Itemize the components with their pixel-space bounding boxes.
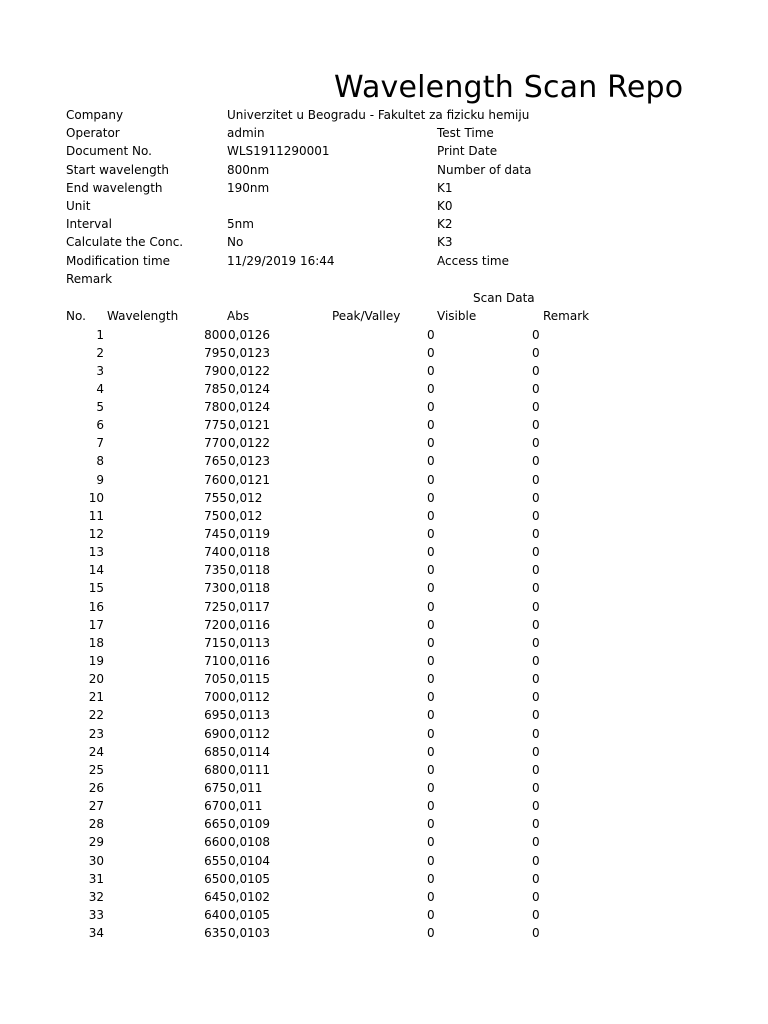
cell-abs: 0,0113 [228, 708, 270, 723]
cell-no: 10 [88, 490, 104, 505]
table-row [0, 852, 768, 870]
cell-visible: 0 [427, 563, 435, 578]
cell-no: 18 [88, 635, 104, 650]
cell-remark: 0 [532, 708, 540, 723]
table-row [0, 561, 768, 579]
cell-visible: 0 [427, 545, 435, 560]
cell-abs: 0,012 [228, 490, 263, 505]
meta-label: Unit [66, 198, 91, 213]
cell-abs: 0,0126 [228, 327, 270, 342]
scan-data-table [0, 326, 768, 943]
cell-abs: 0,0116 [228, 617, 270, 632]
cell-abs: 0,0118 [228, 581, 270, 596]
cell-no: 17 [88, 617, 104, 632]
cell-wavelength: 640 [204, 908, 227, 922]
cell-remark: 0 [532, 563, 540, 578]
cell-no: 19 [88, 654, 104, 669]
cell-abs: 0,0105 [228, 908, 270, 922]
table-row [0, 906, 768, 924]
cell-wavelength: 720 [204, 617, 227, 632]
cell-wavelength: 665 [204, 817, 227, 832]
meta-value: No [227, 235, 244, 250]
table-row [0, 344, 768, 362]
cell-abs: 0,0124 [228, 400, 270, 415]
cell-abs: 0,0112 [228, 726, 270, 741]
cell-visible: 0 [427, 799, 435, 814]
cell-no: 32 [88, 889, 104, 904]
cell-wavelength: 750 [204, 508, 227, 523]
table-row [0, 416, 768, 434]
cell-visible: 0 [427, 871, 435, 886]
meta-value: 190nm [227, 180, 270, 195]
cell-wavelength: 670 [204, 799, 227, 814]
meta-label: End wavelength [66, 180, 163, 195]
table-row [0, 507, 768, 525]
meta-label-secondary: K1 [437, 180, 453, 195]
cell-no: 28 [88, 817, 104, 832]
cell-no: 5 [96, 400, 104, 415]
table-row [0, 326, 768, 344]
table-row [0, 616, 768, 634]
cell-wavelength: 770 [204, 436, 227, 451]
cell-abs: 0,0114 [228, 744, 270, 759]
cell-no: 20 [88, 672, 104, 687]
cell-visible: 0 [427, 617, 435, 632]
meta-label: Remark [66, 271, 113, 286]
cell-no: 23 [88, 726, 104, 741]
meta-row [0, 142, 768, 160]
cell-no: 22 [88, 708, 104, 723]
meta-label: Calculate the Conc. [66, 235, 184, 250]
cell-visible: 0 [427, 690, 435, 705]
table-row [0, 815, 768, 833]
cell-no: 29 [88, 835, 104, 850]
table-row [0, 398, 768, 416]
cell-no: 9 [96, 472, 104, 487]
cell-remark: 0 [532, 781, 540, 796]
header-abs: Abs [227, 309, 250, 323]
cell-visible: 0 [427, 527, 435, 542]
cell-abs: 0,0102 [228, 889, 270, 904]
cell-no: 33 [88, 908, 104, 922]
cell-remark: 0 [532, 490, 540, 505]
cell-visible: 0 [427, 744, 435, 759]
meta-value: 800nm [227, 162, 270, 177]
cell-wavelength: 790 [204, 363, 227, 378]
cell-wavelength: 685 [204, 744, 227, 759]
cell-wavelength: 660 [204, 835, 227, 850]
table-row [0, 543, 768, 561]
cell-no: 13 [88, 545, 104, 560]
cell-visible: 0 [427, 345, 435, 360]
meta-row [0, 161, 768, 179]
table-row [0, 924, 768, 942]
cell-abs: 0,0122 [228, 363, 270, 378]
cell-no: 21 [88, 690, 104, 705]
cell-wavelength: 705 [204, 672, 227, 687]
cell-remark: 0 [532, 835, 540, 850]
meta-row [0, 270, 768, 288]
cell-abs: 0,011 [228, 799, 263, 814]
meta-label-secondary: K2 [437, 217, 453, 232]
cell-abs: 0,0115 [228, 672, 270, 687]
header-visible: Visible [437, 309, 477, 323]
cell-abs: 0,0111 [228, 762, 270, 777]
cell-visible: 0 [427, 472, 435, 487]
cell-abs: 0,012 [228, 508, 263, 523]
cell-visible: 0 [427, 726, 435, 741]
cell-remark: 0 [532, 454, 540, 469]
cell-abs: 0,0108 [228, 835, 270, 850]
cell-wavelength: 765 [204, 454, 227, 469]
cell-visible: 0 [427, 581, 435, 596]
table-row [0, 725, 768, 743]
cell-wavelength: 645 [204, 889, 227, 904]
cell-remark: 0 [532, 762, 540, 777]
cell-remark: 0 [532, 436, 540, 451]
cell-remark: 0 [532, 327, 540, 342]
cell-no: 2 [96, 345, 104, 360]
cell-abs: 0,011 [228, 781, 263, 796]
cell-wavelength: 650 [204, 871, 227, 886]
cell-abs: 0,0123 [228, 454, 270, 469]
cell-remark: 0 [532, 545, 540, 560]
cell-wavelength: 725 [204, 599, 227, 614]
meta-value: 11/29/2019 16:44 [227, 253, 335, 268]
cell-visible: 0 [427, 708, 435, 723]
table-row [0, 743, 768, 761]
cell-abs: 0,0116 [228, 654, 270, 669]
cell-wavelength: 740 [204, 545, 227, 560]
cell-remark: 0 [532, 926, 540, 941]
cell-no: 15 [88, 581, 104, 596]
cell-remark: 0 [532, 381, 540, 396]
meta-label-secondary: K3 [437, 235, 453, 250]
meta-label: Operator [66, 126, 120, 141]
meta-label-secondary: K0 [437, 198, 453, 213]
cell-remark: 0 [532, 853, 540, 868]
meta-row [0, 197, 768, 215]
cell-abs: 0,0112 [228, 690, 270, 705]
cell-abs: 0,0121 [228, 472, 270, 487]
table-row [0, 579, 768, 597]
cell-remark: 0 [532, 744, 540, 759]
table-row [0, 888, 768, 906]
cell-wavelength: 695 [204, 708, 227, 723]
cell-wavelength: 655 [204, 853, 227, 868]
cell-visible: 0 [427, 817, 435, 832]
cell-remark: 0 [532, 672, 540, 687]
header-remark: Remark [543, 309, 590, 323]
meta-label: Company [66, 108, 124, 122]
cell-abs: 0,0121 [228, 418, 270, 433]
cell-visible: 0 [427, 418, 435, 433]
cell-abs: 0,0103 [228, 926, 270, 941]
meta-row [0, 124, 768, 142]
cell-remark: 0 [532, 363, 540, 378]
cell-visible: 0 [427, 400, 435, 415]
cell-remark: 0 [532, 472, 540, 487]
table-header [0, 307, 768, 325]
header-wavelength: Wavelength [107, 309, 179, 323]
cell-no: 3 [96, 363, 104, 378]
cell-remark: 0 [532, 345, 540, 360]
cell-remark: 0 [532, 418, 540, 433]
cell-visible: 0 [427, 635, 435, 650]
table-row [0, 362, 768, 380]
cell-no: 4 [96, 381, 104, 396]
cell-abs: 0,0118 [228, 563, 270, 578]
table-row [0, 598, 768, 616]
cell-visible: 0 [427, 853, 435, 868]
meta-label-secondary: Number of data [437, 162, 532, 177]
table-row [0, 471, 768, 489]
cell-abs: 0,0105 [228, 871, 270, 886]
meta-row [0, 106, 768, 124]
cell-wavelength: 775 [204, 418, 227, 433]
cell-abs: 0,0118 [228, 545, 270, 560]
cell-no: 16 [88, 599, 104, 614]
cell-abs: 0,0124 [228, 381, 270, 396]
cell-remark: 0 [532, 799, 540, 814]
table-row [0, 634, 768, 652]
cell-wavelength: 800 [204, 327, 227, 342]
cell-remark: 0 [532, 654, 540, 669]
cell-remark: 0 [532, 889, 540, 904]
header-peak-valley: Peak/Valley [332, 309, 401, 323]
cell-visible: 0 [427, 363, 435, 378]
cell-no: 24 [88, 744, 104, 759]
cell-no: 27 [88, 799, 104, 814]
cell-remark: 0 [532, 690, 540, 705]
meta-label-secondary: Test Time [437, 126, 494, 141]
cell-remark: 0 [532, 871, 540, 886]
meta-label-secondary: Access time [437, 253, 510, 268]
cell-abs: 0,0123 [228, 345, 270, 360]
table-row [0, 706, 768, 724]
cell-no: 8 [96, 454, 104, 469]
table-row [0, 434, 768, 452]
cell-wavelength: 755 [204, 490, 227, 505]
meta-value: Univerzitet u Beogradu - Fakultet za fizicku hemiju [227, 108, 530, 122]
cell-wavelength: 785 [204, 381, 227, 396]
cell-visible: 0 [427, 454, 435, 469]
cell-remark: 0 [532, 581, 540, 596]
cell-abs: 0,0104 [228, 853, 270, 868]
cell-visible: 0 [427, 381, 435, 396]
meta-label: Start wavelength [66, 162, 170, 177]
cell-remark: 0 [532, 599, 540, 614]
cell-remark: 0 [532, 908, 540, 922]
cell-visible: 0 [427, 599, 435, 614]
cell-remark: 0 [532, 726, 540, 741]
table-row [0, 688, 768, 706]
cell-remark: 0 [532, 617, 540, 632]
cell-visible: 0 [427, 654, 435, 669]
cell-visible: 0 [427, 436, 435, 451]
meta-row [0, 233, 768, 251]
cell-remark: 0 [532, 527, 540, 542]
cell-no: 30 [88, 853, 104, 868]
cell-wavelength: 690 [204, 726, 227, 741]
cell-no: 6 [96, 418, 104, 433]
meta-row [0, 252, 768, 270]
cell-visible: 0 [427, 508, 435, 523]
cell-no: 12 [88, 527, 104, 542]
cell-remark: 0 [532, 400, 540, 415]
table-row [0, 380, 768, 398]
cell-no: 7 [96, 436, 104, 451]
cell-remark: 0 [532, 635, 540, 650]
meta-row [0, 215, 768, 233]
meta-value: admin [227, 126, 265, 141]
cell-no: 14 [88, 563, 104, 578]
cell-wavelength: 635 [204, 926, 227, 941]
cell-abs: 0,0117 [228, 599, 270, 614]
cell-visible: 0 [427, 490, 435, 505]
cell-no: 26 [88, 781, 104, 796]
cell-visible: 0 [427, 835, 435, 850]
table-row [0, 761, 768, 779]
meta-label: Modification time [66, 253, 171, 268]
cell-wavelength: 730 [204, 581, 227, 596]
cell-no: 31 [88, 871, 104, 886]
cell-wavelength: 795 [204, 345, 227, 360]
cell-wavelength: 680 [204, 762, 227, 777]
table-row [0, 779, 768, 797]
report-metadata [0, 106, 768, 288]
cell-visible: 0 [427, 889, 435, 904]
table-row [0, 489, 768, 507]
cell-wavelength: 715 [204, 635, 227, 650]
cell-wavelength: 700 [204, 690, 227, 705]
table-row [0, 670, 768, 688]
meta-value: 5nm [227, 217, 254, 232]
table-row [0, 525, 768, 543]
cell-abs: 0,0109 [228, 817, 270, 832]
cell-no: 1 [96, 327, 104, 342]
meta-row [0, 179, 768, 197]
cell-visible: 0 [427, 762, 435, 777]
cell-abs: 0,0119 [228, 527, 270, 542]
header-no: No. [66, 309, 86, 323]
cell-wavelength: 760 [204, 472, 227, 487]
cell-wavelength: 710 [204, 654, 227, 669]
meta-value: WLS1911290001 [227, 144, 330, 159]
table-row [0, 833, 768, 851]
meta-label-secondary: Print Date [437, 144, 498, 159]
cell-no: 25 [88, 762, 104, 777]
cell-abs: 0,0122 [228, 436, 270, 451]
table-row [0, 452, 768, 470]
cell-visible: 0 [427, 926, 435, 941]
cell-remark: 0 [532, 817, 540, 832]
cell-wavelength: 735 [204, 563, 227, 578]
cell-wavelength: 675 [204, 781, 227, 796]
cell-visible: 0 [427, 327, 435, 342]
meta-label: Document No. [66, 144, 152, 159]
cell-no: 34 [88, 926, 104, 941]
cell-visible: 0 [427, 781, 435, 796]
cell-no: 11 [88, 508, 104, 523]
cell-abs: 0,0113 [228, 635, 270, 650]
cell-wavelength: 745 [204, 527, 227, 542]
cell-wavelength: 780 [204, 400, 227, 415]
meta-label: Interval [66, 217, 112, 232]
table-row [0, 652, 768, 670]
table-row [0, 870, 768, 888]
cell-visible: 0 [427, 908, 435, 922]
scan-data-label: Scan Data [473, 291, 535, 305]
cell-remark: 0 [532, 508, 540, 523]
report-title: Wavelength Scan Repo [334, 70, 684, 105]
cell-visible: 0 [427, 672, 435, 687]
table-row [0, 797, 768, 815]
